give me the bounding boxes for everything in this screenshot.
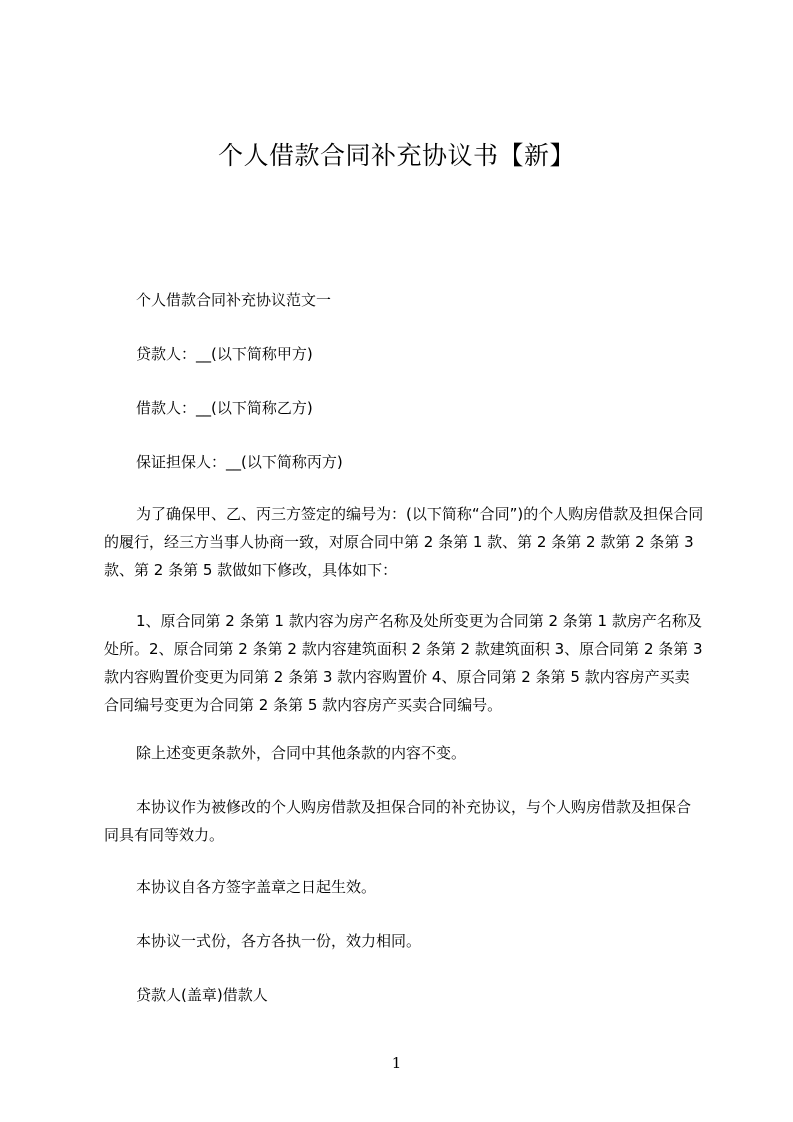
paragraph-lender: 贷款人：__(以下简称甲方) [136, 345, 313, 363]
paragraph-amendments: 1、原合同第 2 条第 1 款内容为房产名称及处所变更为合同第 2 条第 1 款房产名称及处所。2、原合同第 2 条第 2 款内容建筑面积 2 条第 2 款建筑面积 3、原合同第 2 条第 3 款内容购置价变更为同第 2 条第 3 款内容购置价 4、原合同第 2 条第 5 款内容房产买卖合同编号变更为合同第 2 条第 5 款内容房产买卖合同编号。 [104, 612, 703, 714]
paragraph-unchanged: 除上述变更条款外，合同中其他条款的内容不变。 [136, 744, 467, 762]
paragraph-purpose: 为了确保甲、乙、丙三方签定的编号为：(以下简称“合同”)的个人购房借款及担保合同的履行，经三方当事人协商一致，对原合同中第 2 条第 1 款、第 2 条第 2 款第 2 条第 3 款、第 2 条第 5 款做如下修改，具体如下： [104, 505, 704, 579]
paragraph-borrower: 借款人：__(以下简称乙方) [136, 399, 313, 417]
paragraph-guarantor: 保证担保人：__(以下简称丙方) [136, 453, 343, 471]
paragraph-copies: 本协议一式份，各方各执一份，效力相同。 [136, 932, 422, 950]
paragraph-effective-date: 本协议自各方签字盖章之日起生效。 [136, 878, 377, 896]
document-title: 个人借款合同补充协议书【新】 [217, 141, 575, 170]
paragraph-subtitle: 个人借款合同补充协议范文一 [136, 291, 332, 309]
page-number: 1 [391, 1054, 402, 1072]
paragraph-signature: 贷款人(盖章)借款人 [136, 986, 268, 1004]
paragraph-effect: 本协议作为被修改的个人购房借款及担保合同的补充协议，与个人购房借款及担保合同具有同等效力。 [104, 798, 692, 844]
